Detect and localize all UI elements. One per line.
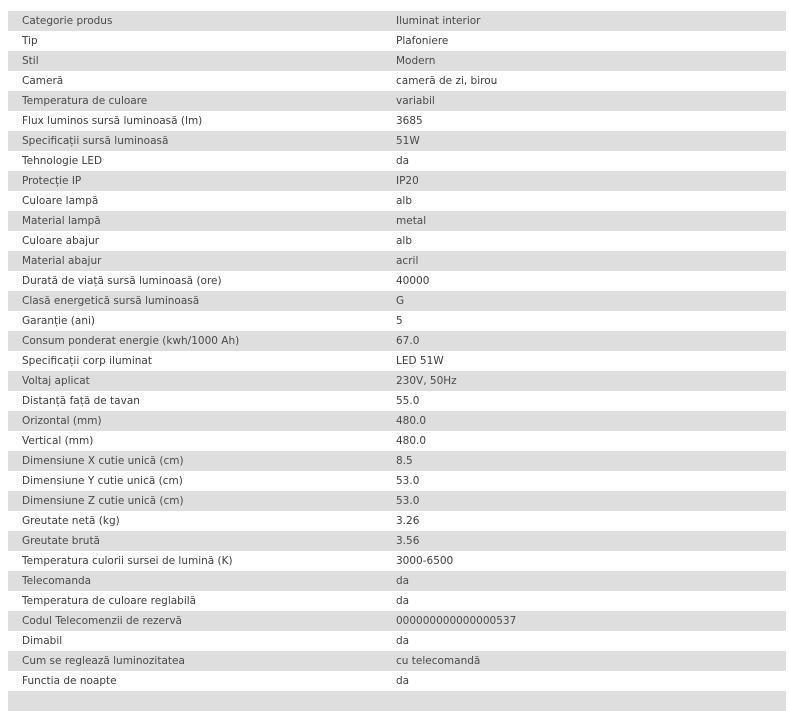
spec-label: Temperatura de culoare: [22, 95, 148, 107]
spec-label: Distanță față de tavan: [22, 395, 140, 407]
spec-value: Modern: [396, 55, 436, 67]
spec-value: 3000-6500: [396, 555, 454, 567]
table-row: [8, 411, 786, 431]
spec-value: 51W: [396, 135, 420, 147]
spec-value: cameră de zi, birou: [396, 75, 498, 87]
table-row: [8, 171, 786, 191]
spec-value: 3.56: [396, 535, 420, 547]
table-row: [8, 11, 786, 31]
spec-label: Greutate netă (kg): [22, 515, 120, 527]
table-row: [8, 111, 786, 131]
table-row: [8, 151, 786, 171]
spec-value: 000000000000000537: [396, 615, 517, 627]
spec-label: Dimensiune X cutie unică (cm): [22, 455, 184, 467]
table-row: [8, 251, 786, 271]
spec-label: Culoare lampă: [22, 195, 99, 207]
spec-label: Cameră: [22, 75, 64, 87]
spec-value: 3685: [396, 115, 423, 127]
table-row: [8, 31, 786, 51]
spec-label: Stil: [22, 55, 39, 67]
table-row: [8, 71, 786, 91]
table-row: [8, 391, 786, 411]
spec-value: metal: [396, 215, 427, 227]
specifications-table: [8, 11, 786, 711]
table-row: [8, 191, 786, 211]
spec-value: 55.0: [396, 395, 420, 407]
spec-label: Dimabil: [22, 635, 63, 647]
spec-value: 53.0: [396, 495, 420, 507]
spec-label: Temperatura culorii sursei de lumină (K): [22, 555, 233, 567]
table-row: [8, 211, 786, 231]
spec-label: Greutate brută: [22, 535, 100, 547]
table-row: [8, 531, 786, 551]
spec-label: Dimensiune Z cutie unică (cm): [22, 495, 184, 507]
spec-label: Specificații corp iluminat: [22, 355, 152, 367]
table-row: [8, 611, 786, 631]
table-row: [8, 271, 786, 291]
spec-label: Codul Telecomenzii de rezervă: [22, 615, 182, 627]
table-row: [8, 471, 786, 491]
spec-label: Voltaj aplicat: [22, 375, 90, 387]
spec-value: da: [396, 595, 410, 607]
table-row: [8, 331, 786, 351]
spec-value: 53.0: [396, 475, 420, 487]
spec-value: IP20: [396, 175, 419, 187]
table-row: [8, 311, 786, 331]
spec-value: da: [396, 675, 410, 687]
spec-value: LED 51W: [396, 355, 444, 367]
spec-label: Protecție IP: [22, 175, 82, 187]
spec-value: acril: [396, 255, 419, 267]
table-row: [8, 511, 786, 531]
table-row: [8, 491, 786, 511]
table-row: [8, 671, 786, 691]
spec-label: Material abajur: [22, 255, 102, 267]
spec-label: Consum ponderat energie (kwh/1000 Ah): [22, 335, 240, 347]
table-row: [8, 351, 786, 371]
spec-label: Flux luminos sursă luminoasă (lm): [22, 115, 203, 127]
table-row: [8, 131, 786, 151]
spec-value: cu telecomandă: [396, 655, 481, 667]
spec-label: Categorie produs: [22, 15, 113, 27]
spec-label: Culoare abajur: [22, 235, 100, 247]
spec-value: alb: [396, 235, 413, 247]
spec-value: da: [396, 155, 410, 167]
table-row: [8, 631, 786, 651]
table-row: [8, 371, 786, 391]
table-row: [8, 91, 786, 111]
table-row: [8, 51, 786, 71]
table-row: [8, 551, 786, 571]
spec-value: 3.26: [396, 515, 420, 527]
spec-label: Orizontal (mm): [22, 415, 102, 427]
table-row: [8, 431, 786, 451]
spec-label: Tehnologie LED: [22, 155, 103, 167]
spec-label: Cum se reglează luminozitatea: [22, 655, 185, 667]
spec-label: Functia de noapte: [22, 675, 117, 687]
spec-value: [382, 691, 786, 711]
spec-value: 480.0: [396, 415, 427, 427]
spec-label: Specificații sursă luminoasă: [22, 135, 169, 147]
spec-label: Tip: [22, 35, 38, 47]
spec-label: Material lampă: [22, 215, 101, 227]
table-row: [8, 651, 786, 671]
specifications-body: [8, 11, 786, 711]
spec-value: da: [396, 575, 410, 587]
spec-value: 67.0: [396, 335, 420, 347]
spec-value: da: [396, 635, 410, 647]
spec-value: Plafoniere: [396, 35, 449, 47]
spec-label: Temperatura de culoare reglabilă: [22, 595, 197, 607]
table-row: [8, 231, 786, 251]
table-row: [8, 691, 786, 711]
spec-value: 5: [396, 315, 403, 327]
spec-value: Iluminat interior: [396, 15, 481, 27]
spec-value: 480.0: [396, 435, 427, 447]
spec-value: 40000: [396, 275, 430, 287]
table-row: [8, 591, 786, 611]
table-row: [8, 291, 786, 311]
spec-label: Dimensiune Y cutie unică (cm): [22, 475, 183, 487]
table-row: [8, 571, 786, 591]
table-row: [8, 451, 786, 471]
spec-value: 230V, 50Hz: [396, 375, 457, 387]
spec-label: [8, 691, 382, 711]
spec-label: Durată de viață sursă luminoasă (ore): [22, 275, 222, 287]
spec-label: Clasă energetică sursă luminoasă: [22, 295, 200, 307]
spec-value: 8.5: [396, 455, 413, 467]
spec-label: Garanție (ani): [22, 315, 96, 327]
spec-label: Vertical (mm): [22, 435, 94, 447]
spec-value: alb: [396, 195, 413, 207]
spec-label: Telecomanda: [22, 575, 92, 587]
spec-value: variabil: [396, 95, 435, 107]
spec-value: G: [396, 295, 405, 307]
